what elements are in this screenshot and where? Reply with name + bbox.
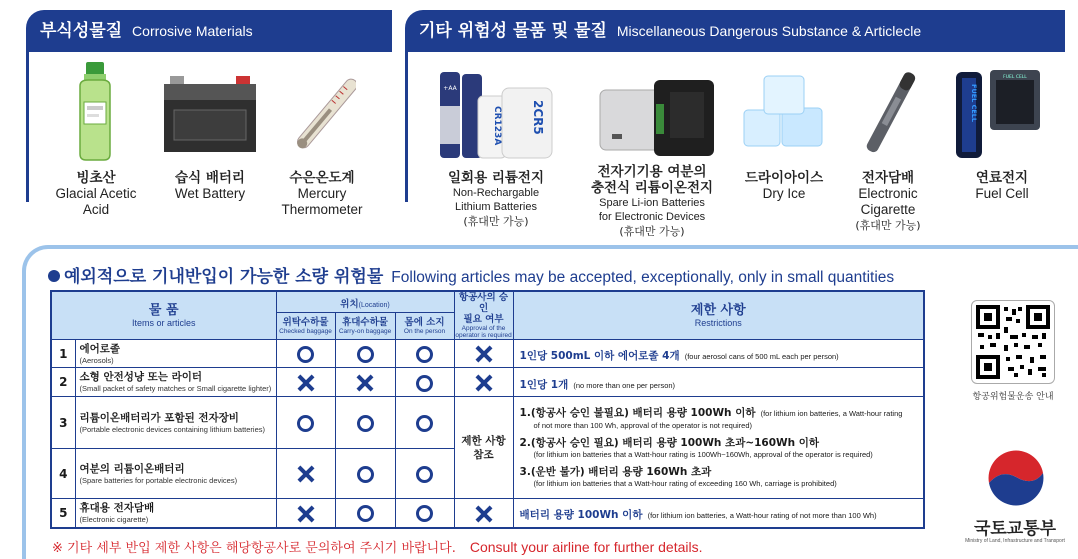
- carry-only-note: (휴대만 가능): [855, 219, 921, 232]
- header-location-en: (Location): [358, 302, 390, 310]
- header-carry: [335, 312, 395, 339]
- cross-icon: [475, 505, 493, 523]
- e-cigarette-icon: [860, 66, 920, 162]
- header-restrictions: [513, 291, 924, 340]
- restriction-en: (for lithium ion batteries, a Watt-hour rating of not more than 100 Wh): [647, 511, 877, 521]
- item-en-label: Electronic: [858, 186, 918, 201]
- row-item-en: (Portable electronic devices containing lithium batteries): [79, 424, 266, 434]
- ministry-name-en: Ministry of Land, Infrastructure and Transport: [965, 538, 1065, 544]
- table-row: [51, 397, 924, 449]
- cross-icon: [356, 374, 374, 392]
- row-item: [75, 340, 276, 368]
- header-approval-en: Approval of the: [461, 325, 506, 332]
- header-carry-ko: 휴대수하물: [342, 316, 388, 328]
- circle-icon: [357, 505, 374, 522]
- person-allowed-mark: [395, 340, 454, 368]
- checked-allowed-mark: [276, 368, 335, 397]
- row-item-en: (Electronic cigarette): [79, 514, 149, 524]
- power-bank-icon: [596, 74, 724, 160]
- carry-only-note: (휴대만 가능): [463, 215, 529, 228]
- header-carry-en: Carry-on baggage: [338, 327, 392, 335]
- item-ko-label: 드라이아이스: [744, 170, 824, 186]
- row-item-en: (Aerosols): [79, 355, 114, 365]
- row-item-en: (Spare batteries for portable electronic devices): [79, 475, 238, 485]
- row-item: [75, 499, 276, 528]
- battery-rule-en: (for lithium ion batteries that a Watt-hour rating of exceeding 160 Wh, carriage is prohibited): [533, 479, 837, 488]
- row-number: 5: [51, 499, 75, 528]
- battery-rule-3: [520, 466, 924, 490]
- qr-code[interactable]: [971, 300, 1055, 384]
- misc-title-ko: 기타 위험성 물품 및 물질: [419, 21, 607, 41]
- restriction-ko: 1인당 1개: [519, 378, 569, 391]
- item-en-label: Non-Rechargable: [452, 187, 540, 199]
- item-wet-battery: [160, 170, 260, 202]
- cross-icon: [297, 374, 315, 392]
- consult-restrictions: [454, 397, 513, 499]
- 2cr5-label: 2CR5: [531, 100, 545, 135]
- fuel-cell-pack-label: FUEL CELL: [1003, 75, 1027, 80]
- misc-divider: [405, 52, 408, 202]
- fuel-cell-tube-label: FUEL CELL: [970, 84, 978, 123]
- carry-allowed-mark: [335, 340, 395, 368]
- panel-title: [48, 262, 894, 287]
- item-en-label: Glacial Acetic: [55, 186, 137, 201]
- item-ko-label: 전자담배: [861, 170, 915, 186]
- table-row: [51, 499, 924, 528]
- item-en-label: Spare Li-ion Batteries: [599, 197, 705, 209]
- battery-rule-ko: 3.(운반 불가) 배터리 용량 160Wh 초과: [519, 466, 712, 478]
- row-number: 2: [51, 368, 75, 397]
- item-e-cigarette: [842, 170, 934, 233]
- item-spare-li-ion: [582, 164, 722, 239]
- header-restr-ko: 제한 사항: [690, 303, 746, 318]
- battery-rule-1: [520, 405, 924, 432]
- battery-rule-en: (for lithium ion batteries, a Watt-hour rating: [760, 409, 903, 418]
- carry-allowed-mark: [335, 368, 395, 397]
- header-person-ko: 몸에 소지: [404, 316, 445, 328]
- circle-icon: [297, 415, 314, 432]
- panel-title-en: Following articles may be accepted, exceptionally, only in small quantities: [391, 269, 895, 286]
- row-item-ko: 휴대용 전자담배: [79, 501, 155, 514]
- header-approval-ko: 필요 여부: [463, 314, 504, 325]
- bullet-icon: [48, 270, 60, 282]
- row-item-en: (Small packet of safety matches or Small cigarette lighter): [79, 384, 272, 393]
- circle-icon: [416, 375, 433, 392]
- table-row: [51, 368, 924, 397]
- item-ko-label: 일회용 리튬전지: [448, 170, 544, 186]
- row-item: [75, 449, 276, 499]
- battery-rule-en: of not more than 100 Wh, approval of the operator is not required): [533, 421, 752, 430]
- item-ko-label: 충전식 리튬이온전지: [590, 180, 714, 196]
- row-item-ko: 여분의 리튬이온배터리: [79, 462, 185, 475]
- item-mercury-thermometer: [272, 170, 372, 218]
- header-checked-ko: 위탁수하물: [282, 316, 329, 328]
- person-allowed-mark: [395, 397, 454, 449]
- qr-label: 항공위험물운송 안내: [972, 392, 1054, 402]
- header-person-en: On the person: [403, 327, 446, 335]
- footnote-en: Consult your airline for further details.: [469, 539, 703, 555]
- carry-only-note: (휴대만 가능): [619, 225, 685, 238]
- header-items: [51, 291, 276, 340]
- item-en-label: Thermometer: [281, 202, 363, 217]
- item-en-label: for Electronic Devices: [598, 211, 706, 223]
- corrosive-section-header: [26, 10, 392, 52]
- restrictions-table: [50, 290, 925, 529]
- corrosive-divider: [26, 52, 29, 202]
- person-allowed-mark: [395, 499, 454, 528]
- approval-mark: [454, 499, 513, 528]
- cross-icon: [297, 465, 315, 483]
- battery-restrictions: [513, 397, 924, 499]
- header-checked-en: Checked baggage: [279, 327, 332, 335]
- corrosive-title-ko: 부식성물질: [40, 21, 123, 41]
- panel-title-ko: 예외적으로 기내반입이 가능한 소량 위험물: [64, 267, 384, 287]
- item-en-label: Dry Ice: [762, 186, 806, 201]
- circle-icon: [416, 346, 433, 363]
- misc-title-en: Miscellaneous Dangerous Substance & Articlecle: [616, 23, 922, 39]
- circle-icon: [357, 346, 374, 363]
- row-item-ko: 리튬이온배터리가 포함된 전자장비: [79, 411, 239, 424]
- header-approval: [454, 291, 513, 340]
- footnote-ko: ※ 기타 세부 반입 제한 사항은 해당항공사로 문의하여 주시기 바랍니다.: [52, 541, 456, 556]
- misc-section-header: [405, 10, 1065, 52]
- approval-mark: [454, 368, 513, 397]
- circle-icon: [416, 505, 433, 522]
- circle-icon: [357, 415, 374, 432]
- item-ko-label: 빙초산: [76, 170, 116, 186]
- circle-icon: [416, 466, 433, 483]
- checked-allowed-mark: [276, 499, 335, 528]
- item-en-label: Acid: [82, 202, 110, 217]
- header-items-ko: 물 품: [148, 303, 179, 318]
- circle-icon: [297, 346, 314, 363]
- corrosive-title-en: Corrosive Materials: [132, 23, 253, 39]
- header-restr-en: Restrictions: [694, 318, 742, 328]
- item-en-label: Wet Battery: [174, 186, 246, 201]
- header-checked: [276, 312, 335, 339]
- header-person: [395, 312, 454, 339]
- header-approval-ko: 항공사의 승인: [458, 292, 509, 314]
- item-en-label: Fuel Cell: [975, 186, 1029, 201]
- restriction-en: (no more than one per person): [573, 380, 676, 390]
- consult-ko: 제한 사항: [461, 434, 506, 447]
- row-number: 4: [51, 449, 75, 499]
- footnote: [52, 537, 703, 556]
- carry-allowed-mark: [335, 397, 395, 449]
- row-item: [75, 368, 276, 397]
- carry-allowed-mark: [335, 449, 395, 499]
- header-location-ko: 위치: [340, 299, 359, 311]
- header-items-en: Items or articles: [132, 318, 196, 328]
- ministry-emblem-icon: [983, 447, 1049, 513]
- fuel-cell-icon: [952, 68, 1044, 160]
- restriction-en: (four aerosol cans of 500 mL each per person): [684, 352, 839, 361]
- item-ko-label: 수은온도계: [289, 170, 355, 186]
- row-item: [75, 397, 276, 449]
- item-ko-label: 연료전지: [975, 170, 1029, 186]
- row-number: 3: [51, 397, 75, 449]
- row-restriction: [513, 340, 924, 368]
- ministry-name-ko: 국토교통부: [973, 519, 1057, 539]
- header-approval-en: operator is required: [455, 332, 512, 339]
- circle-icon: [357, 466, 374, 483]
- lithium-batteries-icon: [438, 66, 554, 160]
- cross-icon: [297, 505, 315, 523]
- consult-ko: 참조: [473, 448, 494, 461]
- battery-rule-en: (for lithium ion batteries that a Watt-hour rating is 100Wh~160Wh, approval of the operator is required): [533, 450, 873, 459]
- carry-allowed-mark: [335, 499, 395, 528]
- checked-allowed-mark: [276, 340, 335, 368]
- item-en-label: Cigarette: [860, 202, 916, 217]
- restriction-ko: 1인당 500mL 이하 에어로졸 4개: [519, 350, 680, 362]
- row-number: 1: [51, 340, 75, 368]
- row-restriction: [513, 368, 924, 397]
- thermometer-icon: [296, 68, 356, 162]
- item-lithium-batteries: [434, 170, 558, 229]
- table-row: [51, 340, 924, 368]
- approval-mark: [454, 340, 513, 368]
- car-battery-icon: [162, 72, 258, 154]
- row-item-ko: 소형 안전성냥 또는 라이터: [79, 371, 203, 383]
- circle-icon: [416, 415, 433, 432]
- checked-allowed-mark: [276, 397, 335, 449]
- battery-rule-ko: 1.(항공사 승인 불필요) 배터리 용량 100Wh 이하: [519, 407, 756, 419]
- aa-label: +AA: [443, 85, 457, 92]
- row-restriction: [513, 499, 924, 528]
- item-dry-ice: [736, 170, 832, 202]
- cross-icon: [475, 374, 493, 392]
- row-item-ko: 에어로졸: [79, 342, 121, 355]
- cross-icon: [475, 345, 493, 363]
- checked-allowed-mark: [276, 449, 335, 499]
- item-glacial-acid: [40, 170, 152, 218]
- header-location: [276, 291, 454, 312]
- restriction-ko: 배터리 용량 100Wh 이하: [519, 509, 643, 522]
- cr123a-label: CR123A: [492, 106, 502, 146]
- battery-rule-2: [520, 437, 924, 461]
- item-en-label: Lithium Batteries: [455, 201, 537, 213]
- qr-code-icon: [972, 301, 1054, 383]
- item-en-label: Mercury: [297, 186, 347, 201]
- acid-bottle-icon: [72, 62, 120, 162]
- person-allowed-mark: [395, 368, 454, 397]
- item-fuel-cell: [956, 170, 1048, 202]
- item-ko-label: 전자기기용 여분의: [597, 164, 707, 180]
- item-ko-label: 습식 배터리: [175, 170, 245, 186]
- ice-cubes-icon: [742, 74, 828, 150]
- person-allowed-mark: [395, 449, 454, 499]
- battery-rule-ko: 2.(항공사 승인 필요) 배터리 용량 100Wh 초과~160Wh 이하: [519, 437, 820, 449]
